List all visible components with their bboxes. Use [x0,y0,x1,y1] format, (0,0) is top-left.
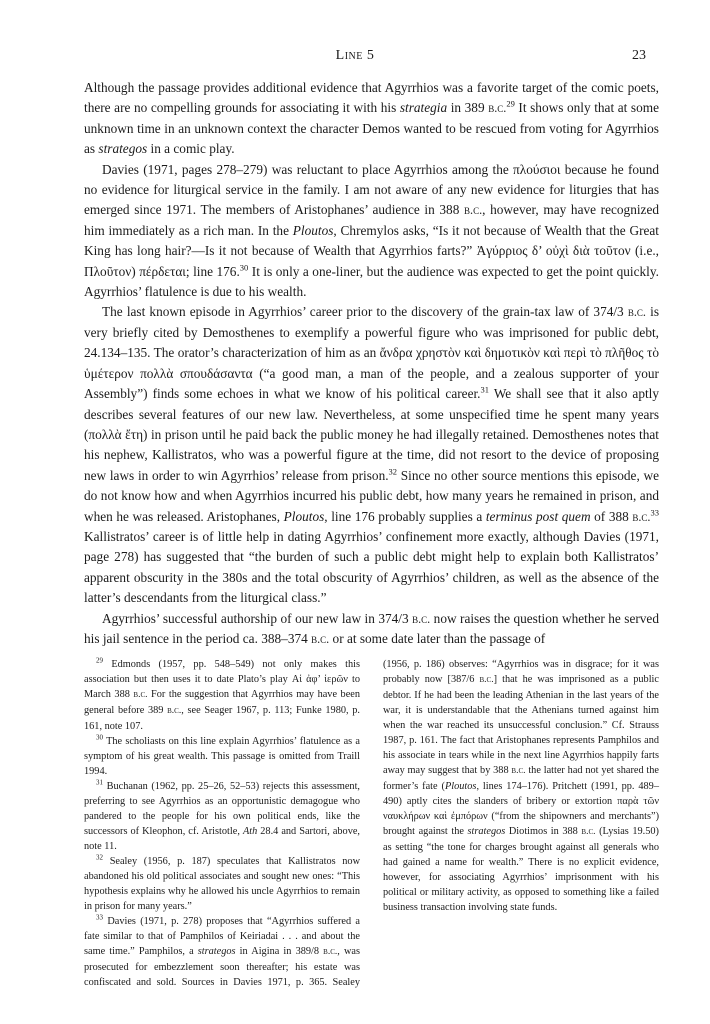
italic-term: strategos [197,946,236,957]
text-run: Since no other source mentions this episode, we do not know how and when Agyrrhios incurred his public debt, how many years he remained in prison, and when he was released. Aristophanes, [84,467,659,524]
text-run: Diotimos in 388 [505,826,582,837]
text-run: The scholiasts on this line explain Agyrrhios’ flatulence as a symptom of his great wealth. This passage is omitted from Traill 1994. [84,736,360,777]
footnote-32 [84,854,360,914]
running-title: Line 5 [335,48,375,63]
era-abbrev: b.c. [464,203,483,218]
era-abbrev: b.c. [511,766,526,776]
text-run: in Aigina in 389/8 [235,946,324,957]
footnote-30 [84,734,360,779]
text-run: Agyrrhios’ successful authorship of our new law in 374/3 [102,610,413,626]
text-run: Buchanan (1962, pp. 25–26, 52–53) rejects this assessment, preferring to see Agyrrhios as an opportunistic demagogue who pandered to the people for his own political ends, like the successors of Kleophon, cf. Aristotle, [84,781,360,837]
text-run: of 388 [590,508,633,524]
paragraph-1 [84,78,659,160]
text-run: We shall see that it also aptly describes several features of our new law. Nevertheless, at some unspecified time he spent many years (πολλὰ ἔτη) in prison until he paid back the public money he had illegally retained. Demosthenes notes that his nephew, Kallistratos, who was a powerful figure at the time, did not resort to the device of proposing new laws in order to win Agyrrhios’ release from prison. [84,386,660,483]
era-abbrev: b.c. [323,947,338,957]
text-run: It is only a one-liner, but the audience was expected to get the point quickly. Agyrrhios’ flatulence is due to his wealth. [84,263,659,300]
footnote-number: 32 [96,853,103,862]
paragraph-3 [84,302,659,608]
italic-term: Ploutos [292,222,334,238]
italic-term: strategia [399,100,448,116]
text-run: For the suggestion that Agyrrhios may have been general before 389 [84,689,360,716]
era-abbrev: b.c. [133,690,148,700]
text-run: , line 176 probably supplies a [324,508,486,524]
footnote-ref: 33 [650,507,659,518]
footnote-ref: 32 [388,466,398,477]
footnote-number: 30 [96,733,103,742]
text-run: Sealey (1956, p. 187) speculates that Kallistratos now abandoned his old political associates and sought new ones: “This hypothesis explains why he allowed his uncle Agyrrhios to remain in prison for many years.” [84,856,361,912]
era-abbrev: b.c. [488,101,507,116]
page-number: 23 [632,48,646,63]
italic-term: terminus post quem [485,508,591,524]
text-run: The last known episode in Agyrrhios’ career prior to the discovery of the grain-tax law of 374/3 [102,304,628,320]
footnote-ref: 31 [480,384,489,395]
text-run: , see Seager 1967, p. 113; Funke 1980, p. 161, note 107. [84,705,360,732]
text-run: (Lysias 19.50) as setting “the tone for charges brought against all generals who had gained a name for wealth.” There is no explicit evidence, however, for associating Agyrrhios’ imprisonment with his political or military activity, as opposed to something like a failed business transaction involving state funds. [383,826,659,913]
footnote-number: 29 [96,656,103,665]
footnote-29 [84,657,360,734]
italic-term: Ath [242,826,258,837]
text-run: Edmonds (1957, pp. 548–549) not only makes this association but then uses it to date Plato’s play Αἱ ἀφ’ ἱερῶν to March 388 [84,659,360,700]
paragraph-2 [84,160,659,303]
text-run: Davies (1971, p. 278) proposes that “Agyrrhios suffered a fate similar to that of Pamphilos of Keiriadai . . . and about the same time.” Pamphilos, a [84,916,361,957]
era-abbrev: b.c. [632,509,651,524]
footnote-ref: 29 [506,98,515,109]
text-run: , lines 174–176). Pritchett (1991, pp. 489–490) aptly cites the slanders of bribery or extortion παρὰ τῶν ναυκλήρων καὶ ἐμπόρων (“from the shipowners and merchants”) brought against the [383,781,659,837]
era-abbrev: b.c. [627,305,646,320]
italic-term: Ploutos [283,508,325,524]
text-run: Kallistratos’ career is of little help in dating Agyrrhios’ confinement more exactly, although Davies (1971, page 278) has suggested that “the burden of such a public debt might help to explain both Kallistratos’ apparent obscurity in the 380s and the total obscurity of Agyrrhios’ children, as well as the absence of the latter’s descendants from the liturgical class.” [84,528,659,606]
era-abbrev: b.c. [167,706,182,716]
text-run: or at some date later than the passage of [329,630,546,646]
footnote-number: 33 [96,913,103,922]
era-abbrev: b.c. [479,675,494,685]
text-run: now raises the question whether he served his jail sentence in the period ca. 388–374 [84,610,659,646]
italic-term: strategos [98,141,148,157]
paragraph-4 [84,609,659,650]
footnote-31 [84,779,360,854]
running-head [0,48,710,68]
text-run: ] that he was imprisoned as a public debtor. If he had been the leading Athenian in the last years of the war, it is understandable that the Athenians turned against him when the war reached its unsuccessful conclusion.” Cf. Strauss 1987, p. 161. The fact that Aristophanes represents Pamphilos and his associate in tears while in the next line Agyrrhios happily farts away may suggest that by 388 [383,674,659,776]
text-run: It shows only that at some unknown time in an unknown context the character Demos wanted to be rescued from voting for Agyrrhios as [84,100,660,157]
italic-term: Ploutos [444,781,477,792]
footnotes [84,657,659,1002]
text-run: , was prosecuted for embezzlement soon thereafter; his estate was confiscated and sold. Sources in Davies 1971, p. 365. Sealey (1956, p. 186) observes: “Agyrrhios was in disgrace; for it was probably now [387/6 [84,659,659,988]
main-text [84,78,659,649]
text-run: , Chremylos asks, “Is it not because of Wealth that the Great King has long hair?—Is it not because of Wealth that Agyrrhios farts?” Ἀγύρριος δ’ οὐχὶ διὰ τοῦτον (i.e., Πλοῦτον) πέρδεται; line 176. [84,222,660,279]
footnote-ref: 30 [239,262,249,273]
text-run: Davies (1971, pages 278–279) was reluctant to place Agyrrhios among the πλούσιοι because he found no evidence for liturgical service in the family. I am not aware of any new evidence for liturgies that has emerged since 1971. The members of Aristophanes’ audience in 388 [84,161,659,218]
text-run: the latter had not yet shared the former’s fate ( [383,765,659,792]
text-run: Although the passage provides additional evidence that Agyrrhios was a favorite target of the comic poets, there are no compelling grounds for associating it with his [84,80,659,116]
text-run: , however, may have recognized him immediately as a rich man. In the [84,202,660,238]
text-run: in 389 [447,100,489,116]
era-abbrev: b.c. [412,611,431,626]
era-abbrev: b.c. [581,827,596,837]
italic-term: strategos [467,826,506,837]
text-run: is very briefly cited by Demosthenes to exemplify a powerful figure who was imprisoned for public debt, 24.134–135. The orator’s characterization of him as an ἄνδρα χρηστὸν καὶ δημοτικὸν καὶ περὶ τὸ πλῆθος τὸ ὑμέτερον πολλὰ σπουδάσαντα (“a good man, a man of the people, and a zealous supporter of your Assembly”) finds some echoes in what we know of his political career. [84,304,659,402]
era-abbrev: b.c. [311,631,330,646]
text-run: 28.4 and Sartori, above, note 11. [84,826,360,852]
text-run: in a comic play. [147,141,235,157]
footnote-number: 31 [96,778,103,787]
